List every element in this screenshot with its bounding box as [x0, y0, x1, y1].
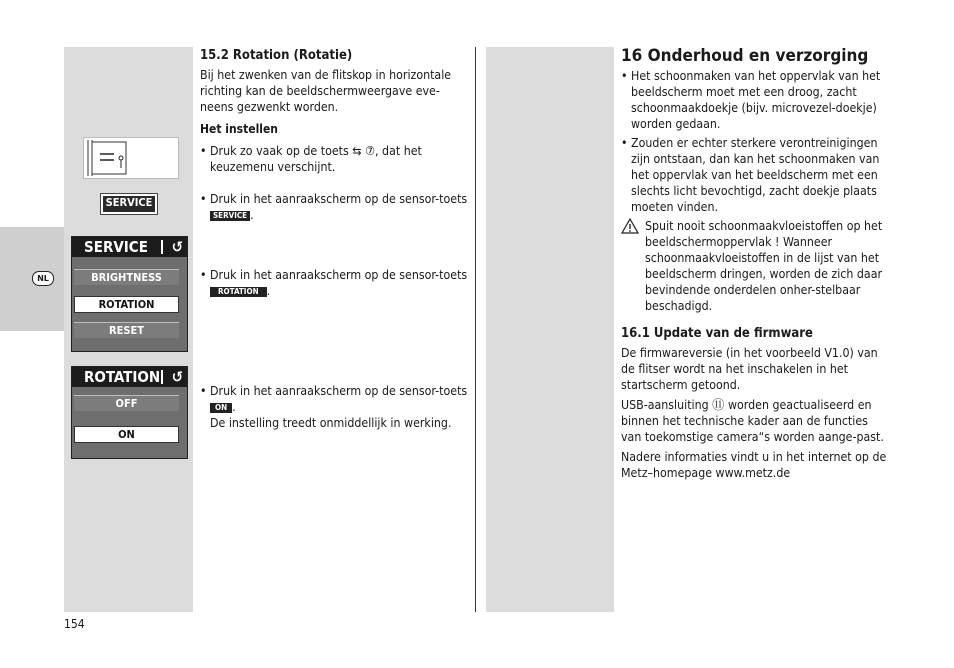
rotation-menu-header — [72, 367, 187, 387]
back-icon[interactable]: ↺ — [171, 238, 183, 256]
page-number: 154 — [64, 617, 85, 631]
warning-block — [621, 218, 889, 314]
step-2: • Druk in het aanraakscherm op de sensor-toets SERVICE . — [200, 191, 470, 223]
section-heading-16-1: 16.1 Update van de firmware — [621, 326, 813, 341]
step-4-note: De instelling treedt onmiddellijk in werking. — [210, 416, 452, 430]
intro-paragraph: Bij het zwenken van de flitskop in horizontale richting kan de beeldschermweergave eve-neens gezwenkt worden. — [200, 68, 452, 114]
right-text-column — [621, 46, 889, 481]
step-1-suffix: , dat het keuzemenu verschijnt. — [210, 144, 422, 174]
step-4-block — [200, 383, 470, 431]
rotation-menu-title: ROTATION — [84, 368, 161, 386]
service-button-label: SERVICE — [103, 196, 155, 212]
care-bullet-1: • Het schoonmaken van het oppervlak van het beeldscherm moet met een droog, zacht schoonmaakdoekje (bijv. microvezel-doekje) worden gedaan. — [621, 68, 889, 132]
service-menu-title: SERVICE — [84, 238, 148, 256]
service-menu-header — [72, 237, 187, 257]
care-bullet-2: • Zouden er echter sterkere verontreinigingen zijn ontstaan, dan kan het schoonmaken van het oppervlak van het beeldscherm met een slechts licht bevochtigd, zacht doekje plaats moeten vinden. — [621, 135, 889, 215]
menu-item-brightness[interactable]: BRIGHTNESS — [74, 269, 179, 285]
circled-number-7: ⑦ — [365, 144, 376, 158]
rotation-menu — [71, 366, 188, 459]
firmware-paragraph-2: USB-aansluiting ⑪ worden geactualiseerd en binnen het technische kader aan de functies van toekomstige camera“s worden aange-past. — [621, 398, 884, 444]
back-icon[interactable]: ↺ — [171, 368, 183, 386]
step-3-block — [200, 267, 470, 299]
section-heading-16: 16 Onderhoud en verzorging — [621, 46, 869, 66]
menu-item-rotation[interactable]: ROTATION — [74, 296, 179, 313]
menu-divider — [161, 240, 163, 254]
step-3: • Druk in het aanraakscherm op de sensor-toets ROTATION . — [200, 267, 470, 299]
firmware-paragraph-3: Nadere informaties vindt u in het internet op de Metz–homepage www.metz.de — [621, 450, 887, 480]
menu-item-reset[interactable]: RESET — [74, 322, 179, 338]
subheading-instellen: Het instellen — [200, 122, 278, 136]
warning-icon — [621, 218, 639, 238]
firmware-paragraph-1: De firmwareversie (in het voorbeeld V1.0) van de flitser wordt na het inschakelen in het startscherm getoond. — [621, 346, 878, 392]
column-separator — [475, 47, 476, 612]
menu-divider — [161, 370, 163, 384]
step-4: • Druk in het aanraakscherm op de sensor-toets ON . — [200, 383, 470, 415]
device-button-illustration — [83, 137, 179, 179]
step-3-text: Druk in het aanraakscherm op de sensor-toets — [210, 268, 468, 282]
service-chip: SERVICE — [210, 211, 250, 221]
menu-item-off[interactable]: OFF — [74, 395, 179, 411]
step-2-block — [200, 191, 470, 223]
step-1 — [200, 143, 470, 175]
on-chip: ON — [210, 403, 232, 413]
menu-item-on[interactable]: ON — [74, 426, 179, 443]
warning-text: Spuit nooit schoonmaakvloeistoffen op het beeldschermoppervlak ! Wanneer schoonmaakvloeistoffen in de lijst van het beeldscherm dringen, worden de zich daar bevindende onderdelen onher-stelbaar beschadigd. — [645, 219, 883, 313]
section-heading-15-2: 15.2 Rotation (Rotatie) — [200, 48, 353, 63]
service-sensor-button[interactable] — [100, 193, 158, 215]
right-margin-band — [486, 47, 614, 612]
step-4-text: Druk in het aanraakscherm op de sensor-toets — [210, 384, 468, 398]
rotation-chip: ROTATION — [210, 287, 267, 297]
language-badge: NL — [32, 271, 54, 286]
rotate-key-icon: ⇆ — [352, 144, 362, 158]
service-menu — [71, 236, 188, 352]
left-text-column — [200, 48, 470, 175]
step-2-text: Druk in het aanraakscherm op de sensor-toets — [210, 192, 468, 206]
step-1-text: Druk zo vaak op de toets — [210, 144, 349, 158]
